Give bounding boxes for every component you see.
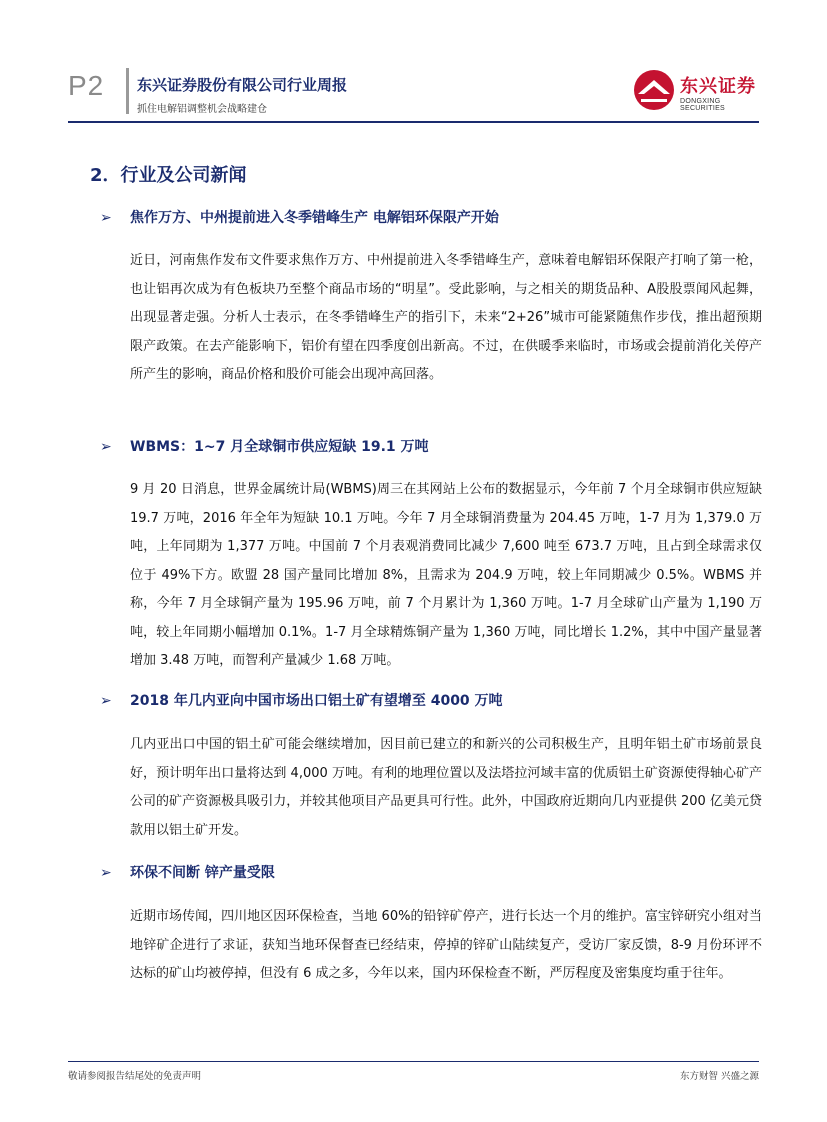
news-heading-1 (100, 207, 499, 227)
arrow-bullet-icon: ➢ (100, 439, 112, 455)
news-body-3: 几内亚出口中国的铝土矿可能会继续增加，因目前已建立的和新兴的公司积极生产，且明年铝土矿市场前景良好，预计明年出口量将达到 4,000 万吨。有利的地理位置以及法塔拉河域丰富的优质铝土矿资源使得轴心矿产公司的矿产资源极具吸引力，并较其他项目产品更具可行性。此外，中国政府近期向几内亚提供 200 亿美元贷款用以铝土矿开发。 (130, 737, 762, 838)
header-divider (126, 68, 129, 114)
news-heading-text: 环保不间断 锌产量受限 (130, 865, 275, 881)
news-heading-2 (100, 436, 429, 456)
news-heading-text: WBMS：1~7 月全球铜市供应短缺 19.1 万吨 (130, 439, 429, 455)
news-heading-3 (100, 690, 503, 710)
news-heading-4 (100, 862, 275, 882)
arrow-bullet-icon: ➢ (100, 865, 112, 881)
section-title: 2．行业及公司新闻 (90, 165, 247, 186)
news-heading-text: 焦作万方、中州提前进入冬季错峰生产 电解铝环保限产开始 (130, 210, 499, 226)
company-logo (632, 62, 762, 120)
logo-emblem-icon (632, 68, 676, 112)
news-body-4: 近期市场传闻，四川地区因环保检查，当地 60%的铅锌矿停产，进行长达一个月的维护。富宝锌研究小组对当地锌矿企进行了求证，获知当地环保督查已经结束，停掉的锌矿山陆续复产，受访厂家反馈，8-9 月份环评不达标的矿山均被停掉，但没有 6 成之多，今年以来，国内环保检查不断，严厉程度及密集度均重于往年。 (130, 909, 762, 981)
footer-rule (68, 1061, 759, 1062)
news-body-2: 9 月 20 日消息，世界金属统计局(WBMS)周三在其网站上公布的数据显示，今年前 7 个月全球铜市供应短缺 19.7 万吨，2016 年全年为短缺 10.1 万吨。今年 7 月全球铜消费量为 204.45 万吨，1-7 月为 1,379.0 万吨，上年同期为 1,377 万吨。中国前 7 个月表观消费同比减少 7,600 吨至 673.7 万吨，且占到全球需求仅位于 49%下方。欧盟 28 国产量同比增加 8%，且需求为 204.9 万吨，较上年同期减少 0.5%。WBMS 并称，今年 7 月全球铜产量为 195.96 万吨，前 7 个月累计为 1,360 万吨。1-7 月全球矿山产量为 1,190 万吨，较上年同期小幅增加 0.1%。1-7 月全球精炼铜产量为 1,360 万吨，同比增长 1.2%，其中中国产量显著增加 3.48 万吨，而智利产量减少 1.68 万吨。 (130, 482, 762, 668)
logo-english-name: DONGXING SECURITIES (680, 98, 726, 112)
footer-slogan: 东方财智 兴盛之源 (679, 1071, 759, 1082)
news-body-1: 近日，河南焦作发布文件要求焦作万方、中州提前进入冬季错峰生产，意味着电解铝环保限产打响了第一枪，也让铝再次成为有色板块乃至整个商品市场的“明星”。受此影响，与之相关的期货品种、A股股票闻风起舞，出现显著走强。分析人士表示，在冬季错峰生产的指引下，未来“2+26”城市可能紧随焦作步伐，推出超预期限产政策。在去产能影响下，铝价有望在四季度创出新高。不过，在供暖季来临时，市场或会提前消化关停产所产生的影响，商品价格和股价可能会出现冲高回落。 (130, 253, 762, 382)
report-subtitle: 抓住电解铝调整机会战略建仓 (137, 104, 267, 115)
footer-disclaimer: 敬请参阅报告结尾处的免责声明 (68, 1071, 202, 1082)
page-number: P2 (68, 70, 105, 101)
arrow-bullet-icon: ➢ (100, 210, 112, 226)
logo-chinese-name: 东兴证券 (680, 76, 756, 97)
news-heading-text: 2018 年几内亚向中国市场出口铝土矿有望增至 4000 万吨 (130, 693, 503, 709)
arrow-bullet-icon: ➢ (100, 693, 112, 709)
header-rule (68, 121, 759, 123)
company-title: 东兴证券股份有限公司行业周报 (137, 76, 348, 94)
